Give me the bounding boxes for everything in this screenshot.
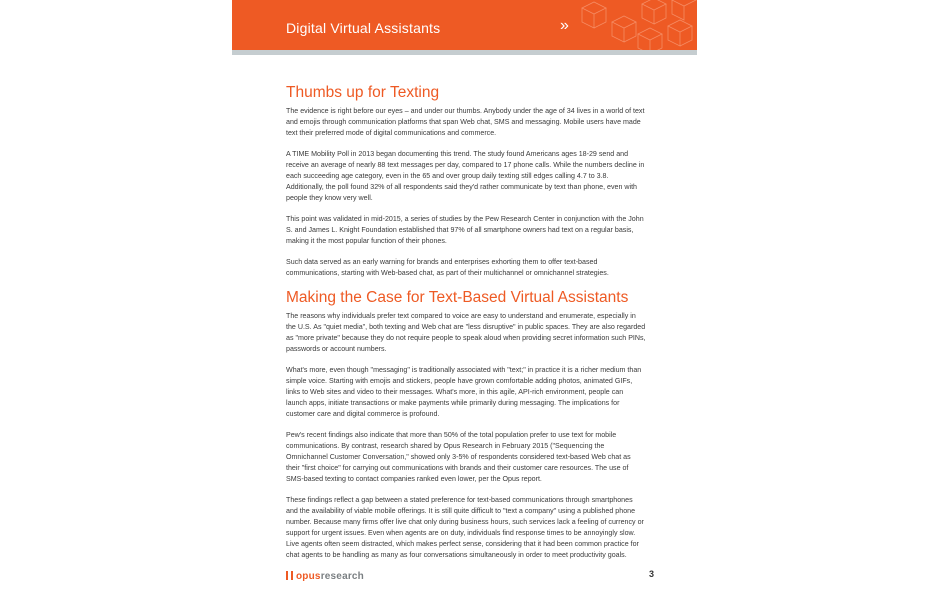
logo-opus-text: opus <box>296 571 321 582</box>
header-title: Digital Virtual Assistants <box>286 20 441 36</box>
document-page <box>232 0 697 600</box>
paragraph: A TIME Mobility Poll in 2013 began documenting this trend. The study found Americans ages 18-29 send and receive an average of nearly 88 text messages per day, compared to 17 phone calls. While the numbers decline in each succeeding age category, even in the 65 and over group daily texting still edges calling 4.7 to 3.8. Additionally, the poll found 32% of all respondents said they'd rather communicate by text than phone, even with people they know very well. <box>286 150 645 202</box>
double-chevron-right-icon: » <box>560 17 569 34</box>
opus-research-logo <box>286 571 364 583</box>
paragraph: These findings reflect a gap between a stated preference for text-based communications through smartphones and the availability of viable mobile offerings. It is still quite difficult to "text a company" using a published phone number. Because many firms offer live chat only during business hours, such services lack a feeling of currency or support for urgent issues. Even when agents are on duty, individuals find response times to be annoyingly slow. Live agents often seem distracted, which makes perfect sense, considering that it had been common practice for chat agents to be handling as many as four conversations simultaneously in order to meet productivity goals. <box>286 496 644 559</box>
page-number: 3 <box>649 569 655 579</box>
section-heading: Making the Case for Text-Based Virtual Assistants <box>286 289 629 306</box>
cube-pattern-icon <box>572 0 697 50</box>
paragraph: Such data served as an early warning for brands and enterprises exhorting them to offer text-based communications, starting with Web-based chat, as part of their multichannel or omnichannel strategies. <box>286 258 609 277</box>
paragraph: Pew's recent findings also indicate that more than 50% of the total population prefer to use text for mobile communications. By contrast, research shared by Opus Research in February 2015 ("Sequencing the Omnichannel Customer Conversation," showed only 3-5% of respondents considered text-based Web chat as their "first choice" for carrying out communications with brands and their customer care resources. The use of SMS-based texting to contact companies ranked even lower, per the Opus report. <box>286 431 631 483</box>
page-header <box>232 0 697 50</box>
page-content <box>286 84 646 571</box>
paragraph: The evidence is right before our eyes – and under our thumbs. Anybody under the age of 34 lives in a world of text and emojis through communication platforms that span Web chat, SMS and messaging. Mobile users have made text their preferred mode of digital communications and commerce. <box>286 107 645 137</box>
header-divider <box>232 50 697 55</box>
paragraph: What's more, even though "messaging" is traditionally associated with "text;" in practice it is a richer medium than simple voice. Starting with emojis and stickers, people have grown comfortable adding photos, animated GIFs, links to Web sites and video to their messages. What's more, in this agile, API-rich environment, people can launch apps, initiate transactions or make payments while primarily during messaging. The implications for customer care and digital commerce is profound. <box>286 366 642 418</box>
paragraph: This point was validated in mid-2015, a series of studies by the Pew Research Center in conjunction with the John S. and James L. Knight Foundation established that 97% of all smartphone owners had text on a regular basis, making it the most popular function of their phones. <box>286 215 644 245</box>
paragraph: The reasons why individuals prefer text compared to voice are easy to understand and enumerate, especially in the U.S. As "quiet media", both texting and Web chat are "less disruptive" in public spaces. They are also regarded as "more private" because they do not require people to speak aloud when providing secret information such PINs, passwords or account numbers. <box>286 312 646 353</box>
logo-research-text: research <box>320 571 364 582</box>
logo-mark-icon <box>286 571 293 580</box>
section-heading: Thumbs up for Texting <box>286 84 440 101</box>
